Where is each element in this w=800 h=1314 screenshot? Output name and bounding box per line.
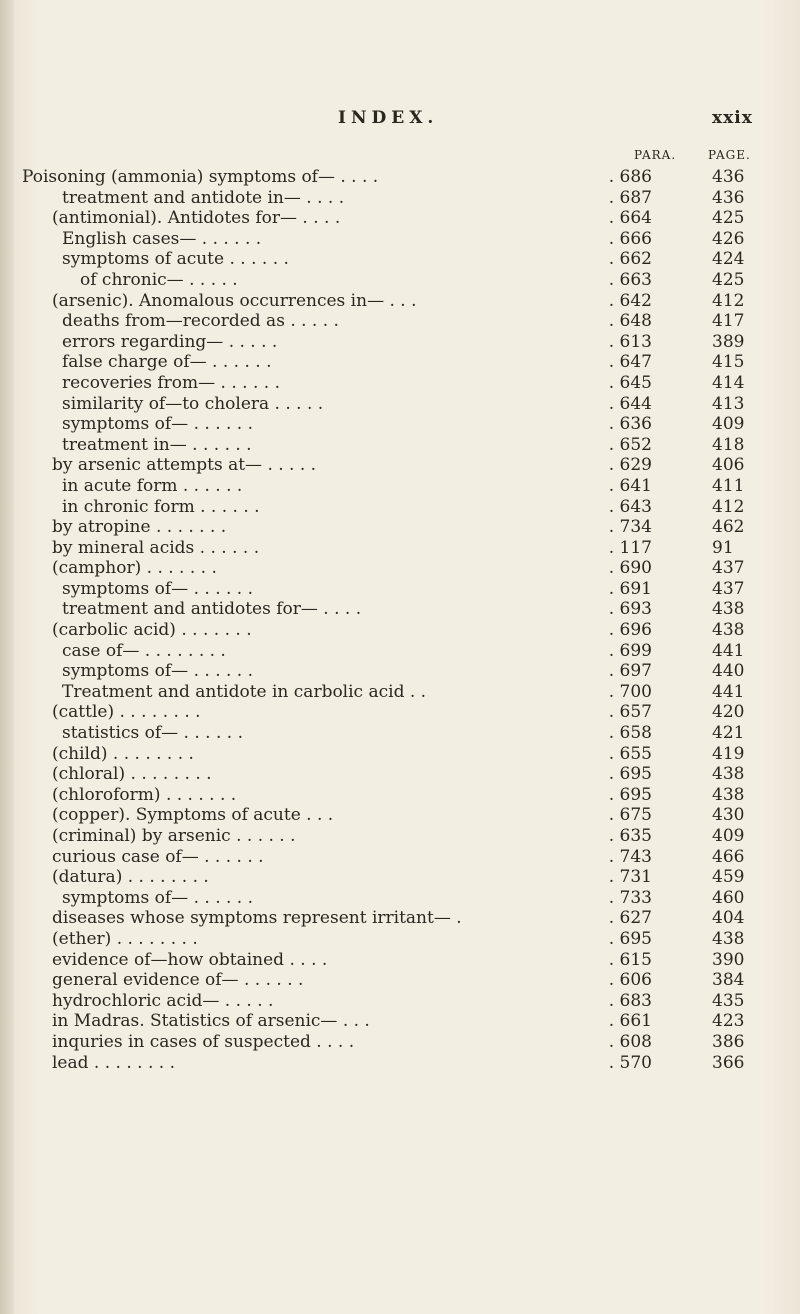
entry-text: (antimonial). Antidotes for— . . . . [52, 208, 341, 229]
index-entry [0, 991, 800, 1012]
entry-page-number: 414 [712, 372, 745, 393]
index-entry [0, 641, 800, 662]
entry-text: in Madras. Statistics of arsenic— . . . [52, 1011, 370, 1032]
entry-page-number: 419 [712, 743, 745, 764]
entry-text: (chloroform) . . . . . . . [52, 784, 237, 805]
index-entry [0, 661, 800, 682]
entry-text: hydrochloric acid— . . . . . [52, 990, 274, 1011]
entry-page-number: 411 [712, 475, 745, 496]
entry-para-number: . 655 [608, 743, 652, 764]
entry-para-number: . 648 [608, 311, 652, 332]
entry-text: by arsenic attempts at— . . . . . [52, 455, 317, 476]
running-head [0, 108, 800, 132]
entry-para-number: . 731 [608, 867, 652, 888]
entry-text: symptoms of— . . . . . . [62, 887, 254, 908]
entry-page-number: 425 [712, 208, 745, 229]
entry-text: symptoms of— . . . . . . [62, 661, 254, 682]
entry-text: Treatment and antidote in carbolic acid . . [62, 681, 427, 702]
entry-page-number: 437 [712, 558, 745, 579]
index-entry [0, 208, 800, 229]
entry-text: in acute form . . . . . . [62, 475, 243, 496]
index-entry [0, 497, 800, 518]
entry-para-number: . 700 [608, 681, 652, 702]
entry-page-number: 415 [712, 352, 745, 373]
entry-page-number: 435 [712, 990, 745, 1011]
entry-para-number: . 645 [608, 372, 652, 393]
entry-page-number: 420 [712, 702, 745, 723]
entry-text: (datura) . . . . . . . . [52, 867, 209, 888]
entry-text: case of— . . . . . . . . [62, 640, 226, 661]
index-entry [0, 311, 800, 332]
entry-para-number: . 697 [608, 661, 652, 682]
entry-text: treatment in— . . . . . . [62, 434, 252, 455]
entry-page-number: 409 [712, 826, 745, 846]
entry-page-number: 436 [712, 187, 745, 208]
index-entry [0, 599, 800, 620]
entry-para-number: . 695 [608, 928, 652, 949]
index-entry [0, 435, 800, 456]
entry-para-number: . 647 [608, 352, 652, 373]
entry-text: Poisoning (ammonia) symptoms of— . . . . [22, 167, 379, 187]
entry-text: similarity of—to cholera . . . . . [62, 393, 324, 414]
entry-page-number: 417 [712, 311, 745, 332]
entry-page-number: 441 [712, 640, 745, 661]
index-entry [0, 785, 800, 806]
index-entry [0, 352, 800, 373]
entry-para-number: . 743 [608, 846, 652, 867]
entry-para-number: . 570 [608, 1052, 652, 1073]
entry-page-number: 413 [712, 393, 745, 414]
index-entry [0, 929, 800, 950]
entry-page-number: 438 [712, 764, 745, 785]
index-entry [0, 826, 800, 847]
index-entry [0, 394, 800, 415]
index-entry [0, 682, 800, 703]
entry-para-number: . 117 [608, 537, 652, 558]
entry-page-number: 418 [712, 434, 745, 455]
entry-para-number: . 652 [608, 434, 652, 455]
entry-page-number: 424 [712, 249, 745, 270]
index-title: INDEX. [338, 108, 439, 128]
entry-para-number: . 695 [608, 784, 652, 805]
index-entry [0, 702, 800, 723]
entry-text: (arsenic). Anomalous occurrences in— . . . [52, 290, 417, 311]
index-entry [0, 373, 800, 394]
entry-text: (camphor) . . . . . . . [52, 558, 217, 579]
entry-para-number: . 661 [608, 1011, 652, 1032]
index-entry [0, 908, 800, 929]
entry-page-number: 423 [712, 1011, 745, 1032]
entry-text: English cases— . . . . . . [62, 228, 262, 249]
entry-para-number: . 635 [608, 826, 652, 846]
entry-para-number: . 662 [608, 249, 652, 270]
index-entry [0, 950, 800, 971]
entry-text: statistics of— . . . . . . [62, 723, 243, 744]
entry-page-number: 412 [712, 290, 745, 311]
entry-text: (child) . . . . . . . . [52, 743, 194, 764]
entry-text: of chronic— . . . . . [80, 269, 238, 290]
index-entry [0, 867, 800, 888]
entry-text: (cattle) . . . . . . . . [52, 702, 201, 723]
entry-para-number: . 657 [608, 702, 652, 723]
entry-text: (copper). Symptoms of acute . . . [52, 805, 334, 826]
index-entry [0, 291, 800, 312]
index-entry [0, 455, 800, 476]
column-headers [0, 148, 800, 166]
index-entry [0, 744, 800, 765]
entry-page-number: 441 [712, 681, 745, 702]
entry-para-number: . 686 [608, 167, 652, 187]
index-entry [0, 414, 800, 435]
entry-para-number: . 613 [608, 331, 652, 352]
index-entry [0, 188, 800, 209]
entry-para-number: . 606 [608, 970, 652, 991]
index-entries [0, 167, 800, 1073]
entry-para-number: . 666 [608, 228, 652, 249]
entry-para-number: . 690 [608, 558, 652, 579]
entry-text: deaths from—recorded as . . . . . [62, 311, 339, 332]
index-entry [0, 476, 800, 497]
entry-text: errors regarding— . . . . . [62, 331, 278, 352]
entry-page-number: 436 [712, 167, 745, 187]
entry-para-number: . 615 [608, 949, 652, 970]
entry-text: in chronic form . . . . . . [62, 496, 260, 517]
index-entry [0, 270, 800, 291]
index-entry [0, 1053, 800, 1074]
entry-page-number: 384 [712, 970, 745, 991]
entry-para-number: . 696 [608, 620, 652, 641]
index-entry [0, 888, 800, 909]
entry-page-number: 404 [712, 908, 745, 929]
entry-page-number: 459 [712, 867, 745, 888]
entry-text: by atropine . . . . . . . [52, 517, 227, 538]
entry-text: evidence of—how obtained . . . . [52, 949, 328, 970]
entry-para-number: . 675 [608, 805, 652, 826]
entry-page-number: 91 [712, 537, 734, 558]
entry-para-number: . 644 [608, 393, 652, 414]
entry-para-number: . 642 [608, 290, 652, 311]
entry-para-number: . 627 [608, 908, 652, 929]
entry-para-number: . 658 [608, 723, 652, 744]
entry-text: lead . . . . . . . . [52, 1052, 175, 1073]
entry-page-number: 412 [712, 496, 745, 517]
entry-text: symptoms of— . . . . . . [62, 414, 254, 435]
index-entry [0, 579, 800, 600]
index-entry [0, 805, 800, 826]
entry-page-number: 386 [712, 1031, 745, 1052]
entry-page-number: 389 [712, 331, 745, 352]
entry-para-number: . 687 [608, 187, 652, 208]
para-column-header: PARA. [634, 148, 677, 162]
entry-text: treatment and antidotes for— . . . . [62, 599, 362, 620]
index-entry [0, 1032, 800, 1053]
index-entry [0, 517, 800, 538]
entry-text: false charge of— . . . . . . [62, 352, 272, 373]
entry-para-number: . 733 [608, 887, 652, 908]
entry-text: inquries in cases of suspected . . . . [52, 1031, 355, 1052]
entry-para-number: . 636 [608, 414, 652, 435]
entry-para-number: . 641 [608, 475, 652, 496]
entry-text: symptoms of acute . . . . . . [62, 249, 289, 270]
index-entry [0, 249, 800, 270]
entry-page-number: 438 [712, 599, 745, 620]
entry-text: diseases whose symptoms represent irritant— . [52, 908, 462, 929]
entry-page-number: 438 [712, 784, 745, 805]
entry-para-number: . 608 [608, 1031, 652, 1052]
entry-text: recoveries from— . . . . . . [62, 372, 280, 393]
entry-text: curious case of— . . . . . . [52, 846, 264, 867]
entry-para-number: . 664 [608, 208, 652, 229]
index-entry [0, 970, 800, 991]
entry-text: by mineral acids . . . . . . [52, 537, 260, 558]
index-entry [0, 764, 800, 785]
index-entry [0, 332, 800, 353]
entry-page-number: 421 [712, 723, 745, 744]
entry-para-number: . 691 [608, 578, 652, 599]
entry-page-number: 366 [712, 1052, 745, 1073]
entry-text: symptoms of— . . . . . . [62, 578, 254, 599]
entry-page-number: 437 [712, 578, 745, 599]
entry-page-number: 466 [712, 846, 745, 867]
entry-text: (criminal) by arsenic . . . . . . [52, 826, 296, 846]
entry-text: (chloral) . . . . . . . . [52, 764, 212, 785]
entry-para-number: . 683 [608, 990, 652, 1011]
entry-page-number: 440 [712, 661, 745, 682]
entry-para-number: . 699 [608, 640, 652, 661]
entry-page-number: 390 [712, 949, 745, 970]
index-entry [0, 538, 800, 559]
entry-page-number: 425 [712, 269, 745, 290]
index-entry [0, 723, 800, 744]
page-number: xxix [712, 108, 753, 128]
index-entry [0, 847, 800, 868]
entry-page-number: 438 [712, 928, 745, 949]
entry-page-number: 406 [712, 455, 745, 476]
entry-para-number: . 734 [608, 517, 652, 538]
index-entry [0, 229, 800, 250]
index-entry [0, 558, 800, 579]
entry-para-number: . 695 [608, 764, 652, 785]
entry-para-number: . 663 [608, 269, 652, 290]
entry-para-number: . 693 [608, 599, 652, 620]
index-entry [0, 1011, 800, 1032]
entry-text: general evidence of— . . . . . . [52, 970, 304, 991]
entry-text: (ether) . . . . . . . . [52, 928, 198, 949]
entry-page-number: 438 [712, 620, 745, 641]
entry-page-number: 462 [712, 517, 745, 538]
entry-para-number: . 629 [608, 455, 652, 476]
entry-text: treatment and antidote in— . . . . [62, 187, 345, 208]
entry-page-number: 426 [712, 228, 745, 249]
entry-page-number: 460 [712, 887, 745, 908]
index-entry [0, 620, 800, 641]
entry-page-number: 430 [712, 805, 745, 826]
entry-page-number: 409 [712, 414, 745, 435]
entry-para-number: . 643 [608, 496, 652, 517]
page-column-header: PAGE. [708, 148, 751, 162]
index-entry [0, 167, 800, 188]
entry-text: (carbolic acid) . . . . . . . [52, 620, 252, 641]
